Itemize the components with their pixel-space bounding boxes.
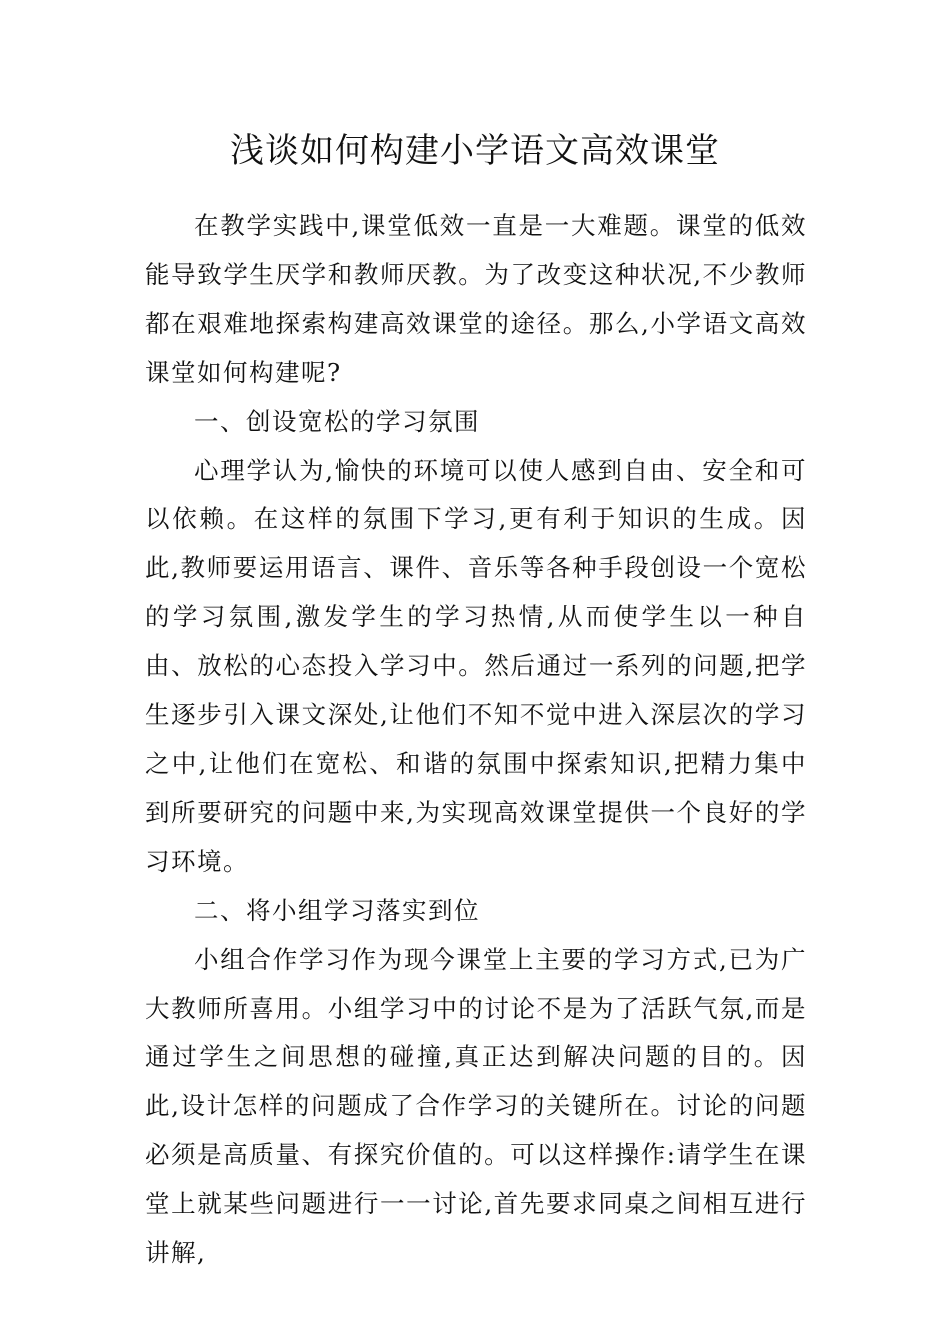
section-1-paragraph: 心理学认为,愉快的环境可以使人感到自由、安全和可以依赖。在这样的氛围下学习,更有利于知识的生成。因此,教师要运用语言、课件、音乐等各种手段创设一个宽松的学习氛围,激发学生的学习热情,从而使学生以一种自由、放松的心态投入学习中。然后通过一系列的问题,把学生逐步引入课文深处,让他们不知不觉中进入深层次的学习之中,让他们在宽松、和谐的氛围中探索知识,把精力集中到所要研究的问题中来,为实现高效课堂提供一个良好的学习环境。 xyxy=(145,455,807,876)
section-heading-2: 二、将小组学习落实到位 xyxy=(194,895,480,925)
section-heading-1: 一、创设宽松的学习氛围 xyxy=(194,406,480,436)
document-title: 浅谈如何构建小学语文高效课堂 xyxy=(230,131,720,171)
section-2-paragraph: 小组合作学习作为现今课堂上主要的学习方式,已为广大教师所喜用。小组学习中的讨论不是为了活跃气氛,而是通过学生之间思想的碰撞,真正达到解决问题的目的。因此,设计怎样的问题成了合作学习的关键所在。讨论的问题必须是高质量、有探究价值的。可以这样操作:请学生在课堂上就某些问题进行一一讨论,首先要求同桌之间相互进行讲解, xyxy=(145,944,807,1268)
intro-paragraph: 在教学实践中,课堂低效一直是一大难题。课堂的低效能导致学生厌学和教师厌教。为了改变这种状况,不少教师都在艰难地探索构建高效课堂的途径。那么,小学语文高效课堂如何构建呢? xyxy=(145,211,807,387)
document-body xyxy=(145,202,807,1278)
